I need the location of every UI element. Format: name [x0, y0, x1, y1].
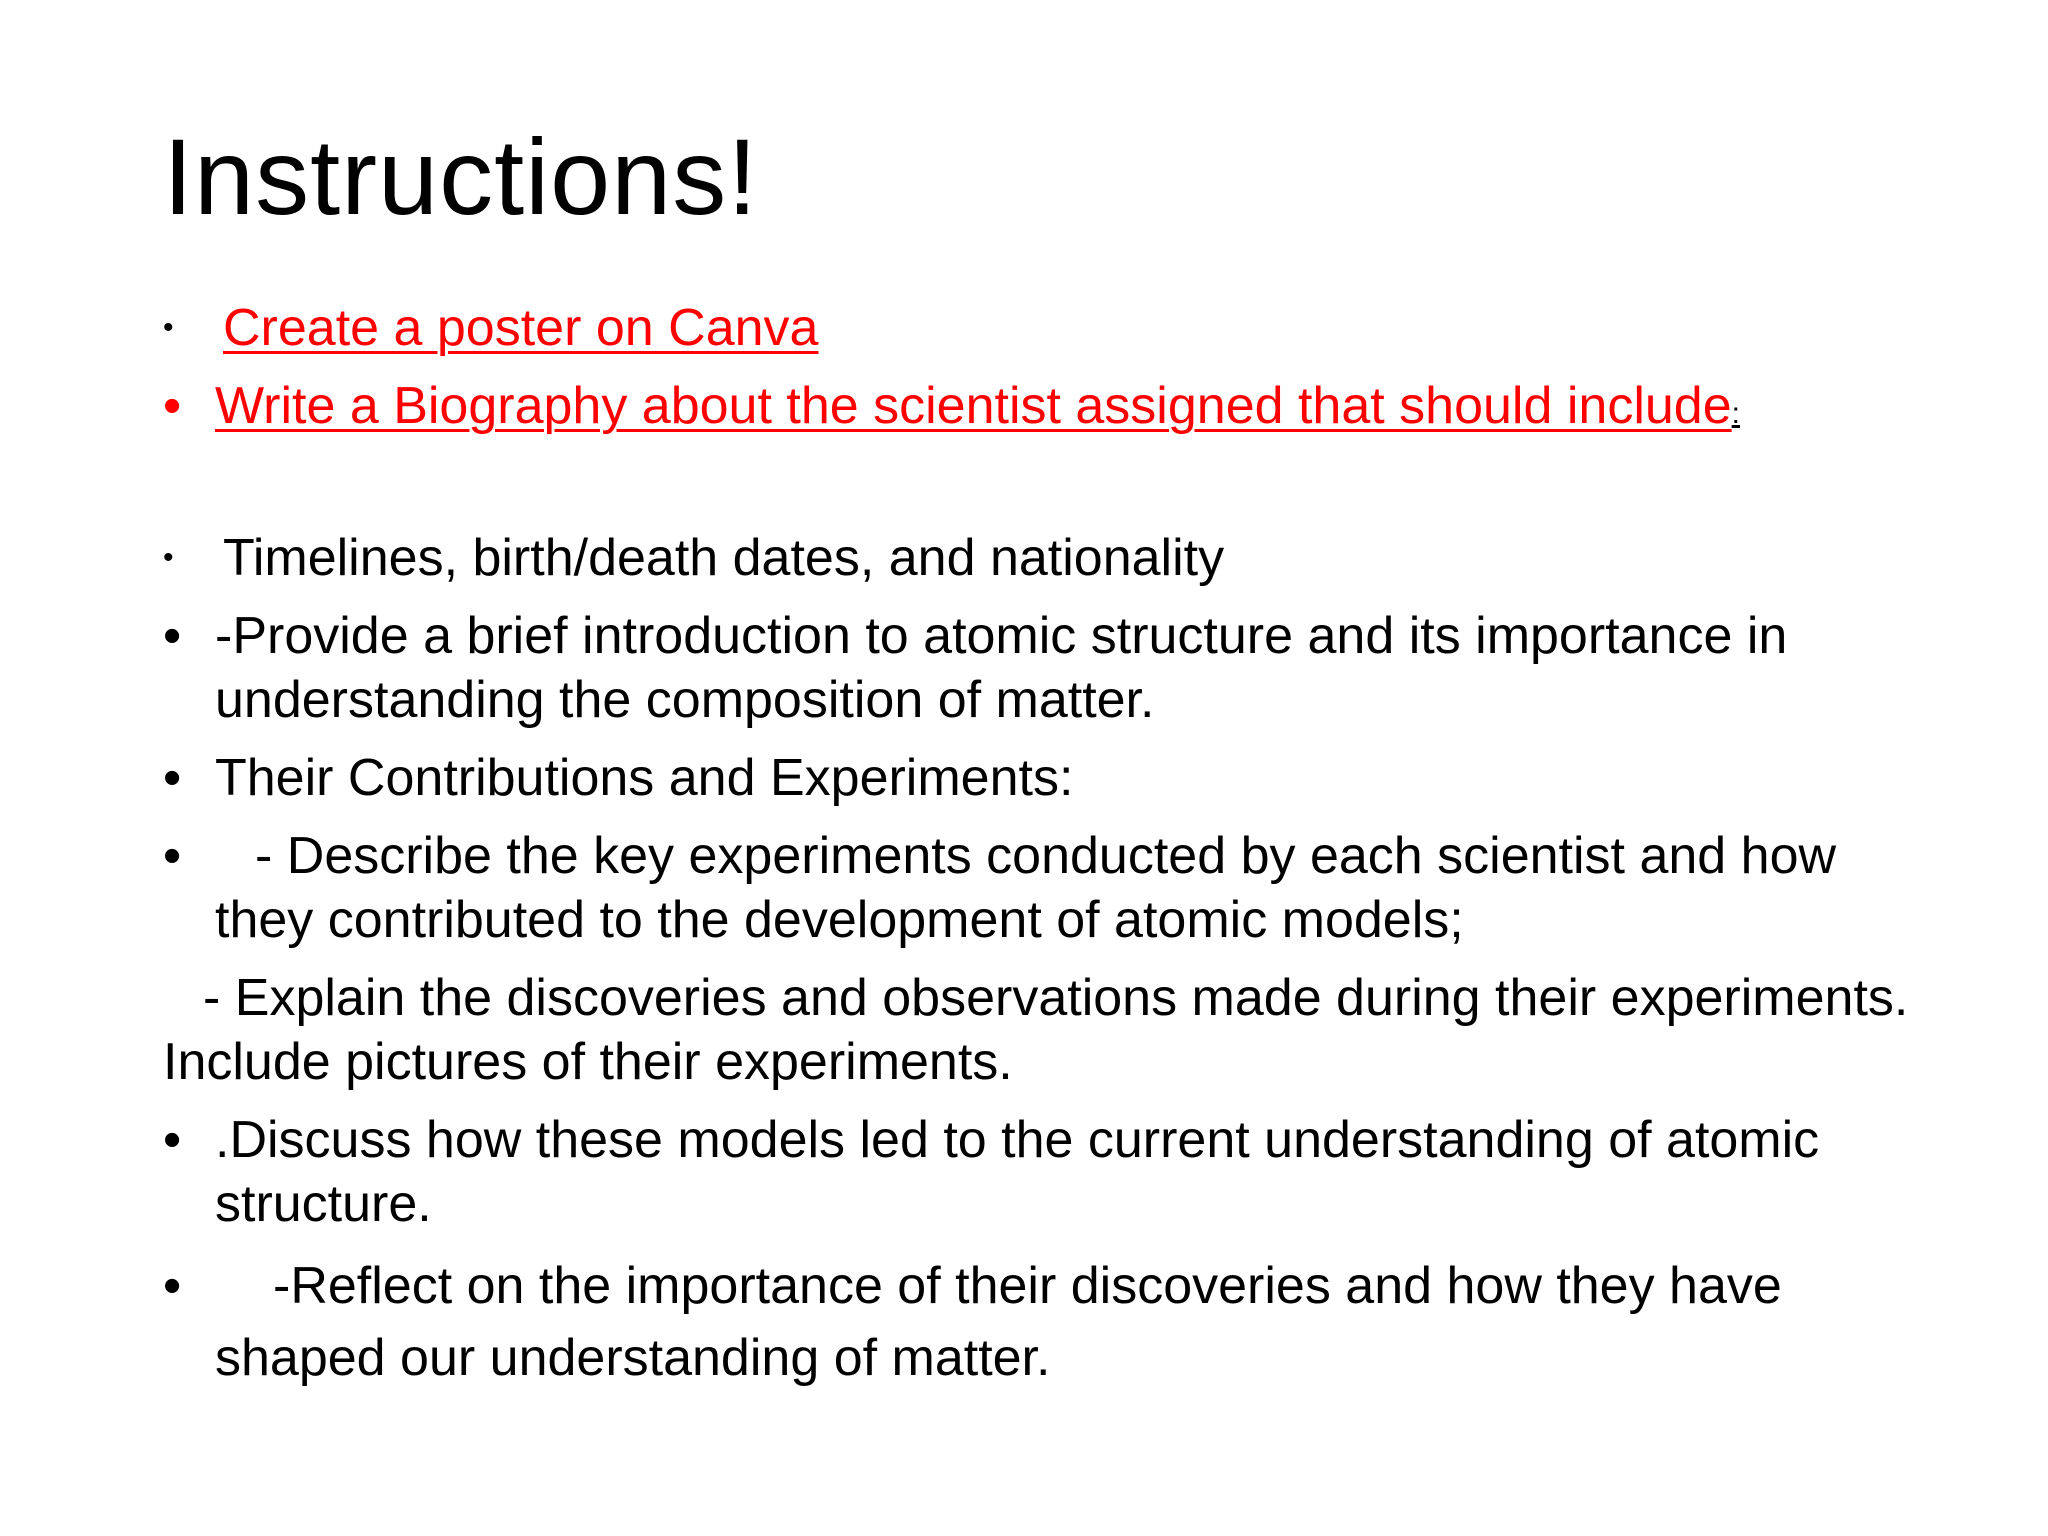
list-item — [163, 746, 1943, 810]
slide-title: Instructions! — [163, 116, 759, 237]
list-item-text: -Reflect on the importance of their discoveries and how they have shaped our understanding of matter. — [215, 1257, 1782, 1387]
list-item — [163, 1250, 1943, 1394]
list-item-text: Timelines, birth/death dates, and nationality — [223, 529, 1225, 587]
bullet: • — [163, 1257, 182, 1315]
canva-poster-link[interactable]: Create a poster on Canva — [223, 299, 819, 357]
bullet: • — [163, 311, 174, 344]
bullet: • — [163, 377, 182, 435]
list-item — [163, 604, 1943, 732]
list-item-text: .Discuss how these models led to the current understanding of atomic structure. — [215, 1111, 1820, 1233]
list-item-text: Their Contributions and Experiments: — [215, 749, 1074, 807]
slide-body — [163, 296, 1943, 1408]
list-item — [163, 374, 1943, 446]
bullet: • — [163, 607, 182, 665]
list-item — [163, 1108, 1943, 1236]
list-item-text: -Provide a brief introduction to atomic structure and its importance in understanding the composition of matter. — [215, 607, 1788, 729]
list-item-text: - Describe the key experiments conducted by each scientist and how they contributed to the development of atomic models; — [215, 827, 1837, 949]
paragraph-text: - Explain the discoveries and observations made during their experiments. Include pictures of their experiments. — [163, 969, 1909, 1091]
bullet: • — [163, 827, 182, 885]
list-item — [163, 526, 1943, 590]
colon: : — [1731, 397, 1740, 430]
biography-instruction-link[interactable]: Write a Biography about the scientist assigned that should include — [215, 377, 1732, 435]
paragraph — [163, 966, 1943, 1094]
bullet: • — [163, 749, 182, 807]
list-item — [163, 824, 1943, 952]
bullet: • — [163, 541, 174, 574]
bullet: • — [163, 1111, 182, 1169]
spacer — [163, 460, 1943, 526]
list-item — [163, 296, 1943, 360]
